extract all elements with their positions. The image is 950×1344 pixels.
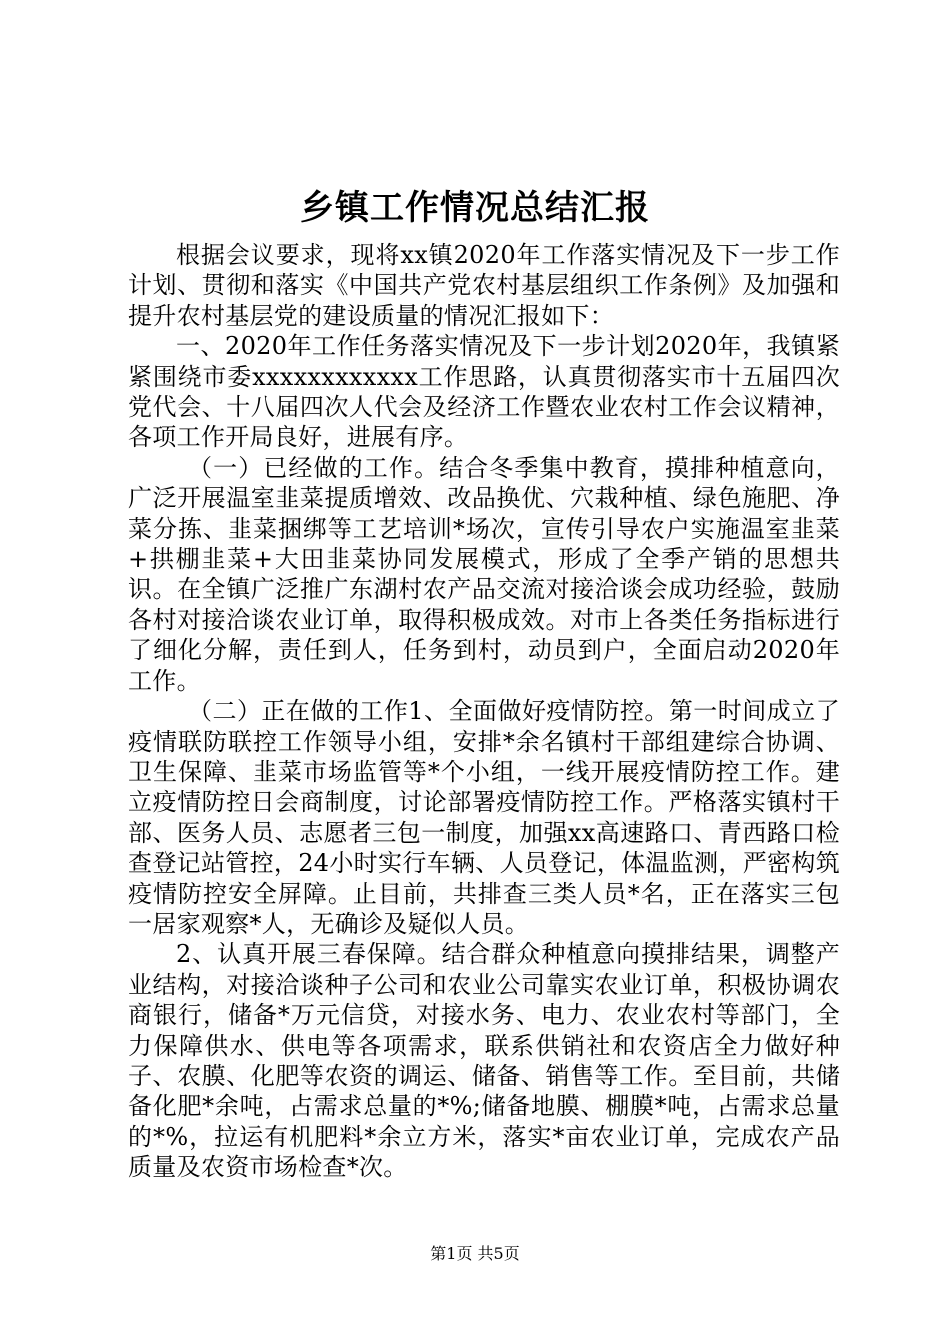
paragraph-ongoing-work: （二）正在做的工作1、全面做好疫情防控。第一时间成立了疫情联防联控工作领导小组，安排*余名镇村干部组建综合协调、卫生保障、韭菜市场监管等*个小组，一线开展疫情防控工作。建立疫情防控日会商制度，讨论部署疫情防控工作。严格落实镇村干部、医务人员、志愿者三包一制度，加强xx高速路口、青西路口检查登记站管控，24小时实行车辆、人员登记，体温监测，严密构筑疫情防控安全屏障。止目前，共排查三类人员*名，正在落实三包一居家观察*人，无确诊及疑似人员。 xyxy=(128,697,840,938)
page-number-footer: 第1页 共5页 xyxy=(430,1244,520,1263)
document-title: 乡镇工作情况总结汇报 xyxy=(300,188,650,228)
paragraph-done-work: （一）已经做的工作。结合冬季集中教育，摸排种植意向，广泛开展温室韭菜提质增效、改品换优、穴栽种植、绿色施肥、净菜分拣、韭菜捆绑等工艺培训*场次，宣传引导农户实施温室韭菜+拱棚韭菜+大田韭菜协同发展模式，形成了全季产销的思想共识。在全镇广泛推广东湖村农产品交流对接洽谈会成功经验，鼓励各村对接洽谈农业订单，取得积极成效。对市上各类任务指标进行了细化分解，责任到人，任务到村，动员到户，全面启动2020年工作。 xyxy=(128,453,840,695)
paragraph-spring-support: 2、认真开展三春保障。结合群众种植意向摸排结果，调整产业结构，对接洽谈种子公司和农业公司靠实农业订单，积极协调农商银行，储备*万元信贷，对接水务、电力、农业农村等部门，全力保障供水、供电等各项需求，联系供销社和农资店全力做好种子、农膜、化肥等农资的调运、储备、销售等工作。至目前，共储备化肥*余吨，占需求总量的*%;储备地膜、棚膜*吨，占需求总量的*%，拉运有机肥料*余立方米，落实*亩农业订单，完成农产品质量及农资市场检查*次。 xyxy=(128,940,840,1182)
document-body xyxy=(128,240,840,1183)
paragraph-section-one: 一、2020年工作任务落实情况及下一步计划2020年，我镇紧紧围绕市委xxxxxxxxxxxx工作思路，认真贯彻落实市十五届四次党代会、十八届四次人代会及经济工作暨农业农村工作会议精神，各项工作开局良好，进展有序。 xyxy=(128,332,840,452)
paragraph-intro: 根据会议要求，现将xx镇2020年工作落实情况及下一步工作计划、贯彻和落实《中国共产党农村基层组织工作条例》及加强和提升农村基层党的建设质量的情况汇报如下： xyxy=(128,241,840,330)
